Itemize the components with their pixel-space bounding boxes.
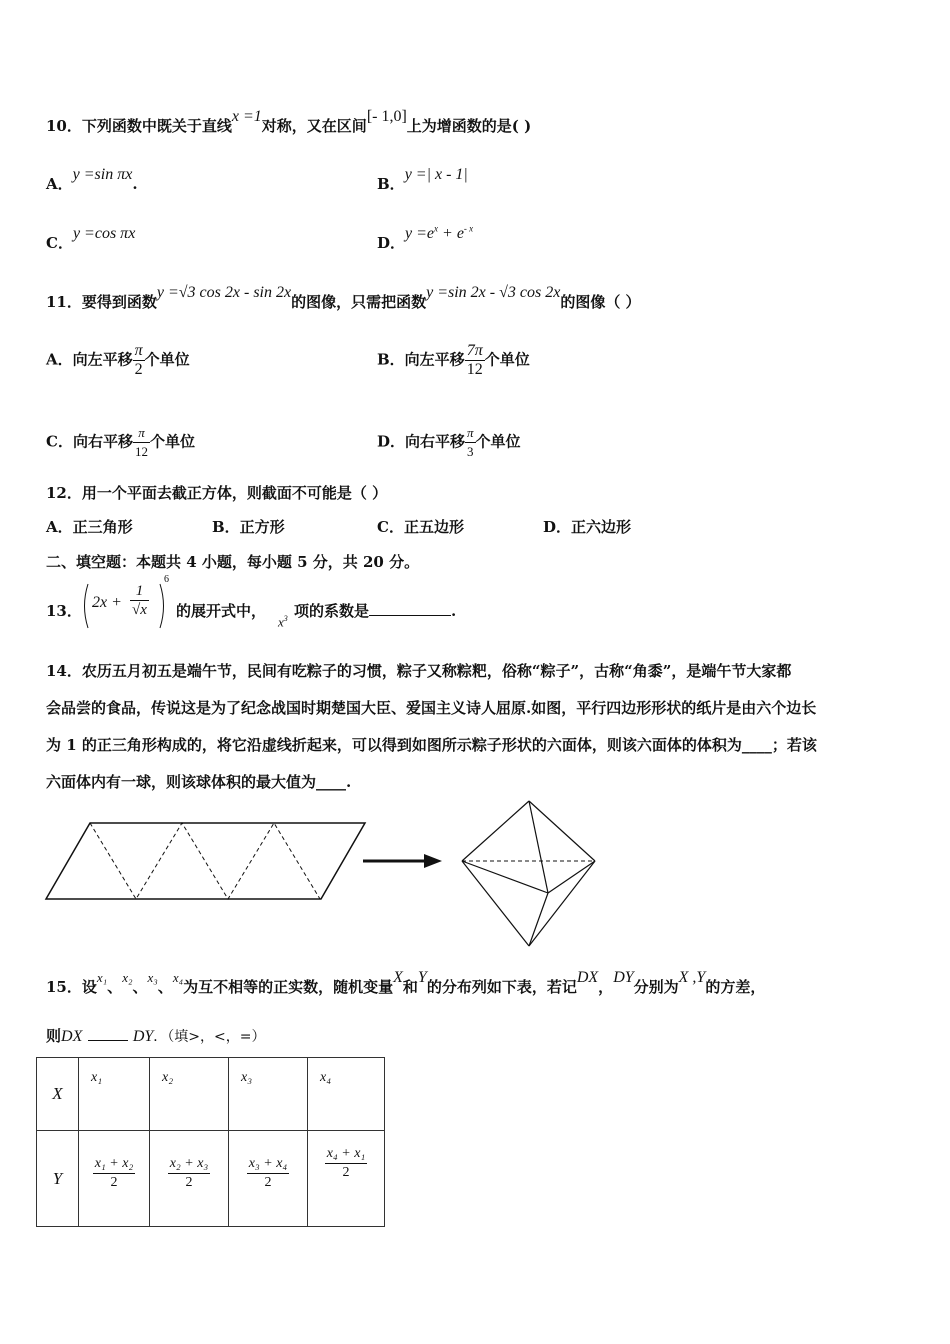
table-cell bbox=[150, 1058, 229, 1131]
q11-stem-text-b: 的图像，只需把函数 bbox=[291, 293, 427, 311]
q10-interval: [- 1,0] bbox=[366, 108, 407, 125]
q13-term bbox=[278, 614, 288, 630]
distribution-table bbox=[36, 1057, 385, 1227]
var-DY: DY bbox=[132, 1028, 154, 1045]
shift-fraction bbox=[465, 424, 476, 461]
frac-num: π bbox=[465, 424, 476, 443]
fold-lines bbox=[90, 823, 320, 899]
var-XY: X ,Y bbox=[678, 969, 706, 986]
row-head-x: X bbox=[37, 1058, 79, 1131]
q15-fill-hint: ．（填>，<，=） bbox=[153, 1029, 266, 1045]
q11-option-c bbox=[46, 424, 195, 461]
table-cell bbox=[229, 1058, 308, 1131]
y-fraction bbox=[247, 1155, 290, 1192]
frac-num: x₁ + x₂ bbox=[93, 1155, 136, 1174]
q13-mid-text: 的展开式中， bbox=[176, 602, 267, 620]
frac-den: 2 bbox=[185, 1175, 193, 1190]
q10-stem-text-a: 10．下列函数中既关于直线 bbox=[46, 117, 232, 135]
frac-num: π bbox=[133, 424, 150, 443]
edge bbox=[529, 893, 548, 946]
q15-line-2 bbox=[46, 1025, 265, 1046]
q13-expression bbox=[80, 574, 170, 636]
frac-den: 2 bbox=[264, 1175, 272, 1190]
q13-tail bbox=[294, 600, 456, 621]
table-cell bbox=[229, 1131, 308, 1227]
parallelogram-outline bbox=[46, 823, 365, 899]
q11-stem-text-a: 11．要得到函数 bbox=[46, 293, 157, 311]
y-fraction bbox=[168, 1155, 211, 1192]
q13-end: . bbox=[451, 602, 457, 620]
var-x3: x₃ bbox=[147, 970, 158, 985]
table-row-x bbox=[37, 1058, 385, 1131]
y-fraction bbox=[93, 1155, 136, 1192]
option-unit: 个单位 bbox=[475, 432, 521, 451]
comma: ， bbox=[598, 978, 614, 996]
option-label: D．向右平移 bbox=[377, 432, 466, 451]
answer-blank[interactable] bbox=[88, 1026, 128, 1041]
option-label: B． bbox=[377, 175, 405, 193]
x-value: x₃ bbox=[241, 1070, 253, 1085]
q11-option-a bbox=[46, 342, 190, 379]
q14-line-2: 会品尝的食品，传说这是为了纪念战国时期楚国大臣、爱国主义诗人屈原.如图，平行四边形形状的纸片是由六个边长 bbox=[46, 699, 817, 717]
x-value: x₂ bbox=[162, 1070, 174, 1085]
var-DY: DY bbox=[613, 969, 634, 986]
var-x2: x₂ bbox=[122, 970, 133, 985]
edge bbox=[529, 801, 595, 861]
q11-target-function: y =√3 cos 2x - sin 2x bbox=[156, 284, 292, 301]
var-x4: x₄ bbox=[172, 970, 184, 985]
edge bbox=[529, 861, 595, 946]
q11-source-function: y =sin 2x - √3 cos 2x bbox=[426, 284, 561, 301]
option-label: C．向右平移 bbox=[46, 432, 133, 451]
q13-tail-text: 项的系数是 bbox=[294, 602, 370, 620]
option-label: A．向左平移 bbox=[46, 350, 133, 369]
frac-den: 2 bbox=[110, 1175, 118, 1190]
q15-stem-text-e: 的方差， bbox=[705, 978, 766, 996]
right-paren bbox=[160, 584, 164, 628]
edge bbox=[548, 861, 595, 893]
var-x1: x₁ bbox=[96, 970, 108, 985]
frac-den: 2 bbox=[342, 1165, 350, 1180]
frac-den: √x bbox=[132, 602, 147, 618]
option-label: C． bbox=[46, 234, 73, 252]
frac-num: 1 bbox=[130, 582, 149, 601]
frac-den: 3 bbox=[467, 444, 474, 459]
row-head-y: Y bbox=[37, 1131, 79, 1227]
var-DX: DX bbox=[576, 969, 599, 986]
frac-num: 7π bbox=[466, 342, 483, 359]
term-base: x bbox=[278, 614, 284, 630]
separator: 、 bbox=[132, 978, 148, 996]
x-value: x₄ bbox=[320, 1070, 332, 1085]
frac-den: 12 bbox=[134, 444, 148, 459]
q15-stem-text-a: 15．设 bbox=[46, 978, 97, 996]
q12-option-a: A．正三角形 bbox=[46, 518, 133, 536]
q13-inner-fraction bbox=[130, 582, 149, 619]
frac-num: x₃ + x₄ bbox=[247, 1155, 290, 1174]
table-row-y bbox=[37, 1131, 385, 1227]
y-fraction bbox=[325, 1145, 368, 1182]
q15-stem-text-b: 为互不相等的正实数，随机变量 bbox=[183, 978, 394, 996]
q10-option-b bbox=[377, 166, 468, 194]
left-paren bbox=[85, 584, 89, 628]
q15-stem bbox=[46, 969, 766, 997]
q15-stem-text-c: 的分布列如下表，若记 bbox=[426, 978, 577, 996]
q15-stem-text-d: 分别为 bbox=[633, 978, 679, 996]
q14-line-4: 六面体内有一球，则该球体积的最大值为____. bbox=[46, 773, 352, 791]
section-heading: 二、填空题：本题共 4 小题，每小题 5 分，共 20 分。 bbox=[46, 553, 420, 571]
q10-stem bbox=[46, 108, 532, 136]
x-value: x₁ bbox=[91, 1070, 103, 1085]
expr-sup: - x bbox=[463, 223, 474, 234]
arrow-head bbox=[424, 854, 442, 868]
q10-option-c-expr: y =cos πx bbox=[72, 225, 136, 242]
expr-sup: x bbox=[434, 223, 439, 234]
parallelogram-net bbox=[46, 823, 365, 899]
var-Y: Y bbox=[417, 969, 427, 986]
hexahedron bbox=[462, 801, 595, 946]
separator: 、 bbox=[157, 978, 173, 996]
table-cell bbox=[79, 1131, 150, 1227]
table-cell bbox=[79, 1058, 150, 1131]
expr-base: y =e bbox=[405, 225, 435, 242]
edge bbox=[462, 801, 529, 861]
shift-fraction bbox=[133, 424, 150, 461]
q10-option-b-expr: y =| x - 1| bbox=[404, 166, 468, 183]
frac-den: 12 bbox=[466, 361, 483, 378]
var-X: X bbox=[393, 969, 403, 986]
option-label: A． bbox=[46, 175, 73, 193]
q10-option-d bbox=[377, 223, 474, 253]
table-cell bbox=[308, 1058, 385, 1131]
frac-num: π bbox=[134, 342, 143, 359]
shift-fraction bbox=[465, 342, 485, 379]
q12-option-c: C．正五边形 bbox=[377, 518, 464, 536]
fold-arrow bbox=[363, 854, 442, 868]
q14-line-1: 14．农历五月初五是端午节，民间有吃粽子的习惯，粽子又称粽粑，俗称“粽子”，古称“角黍”，是端午节大家都 bbox=[46, 662, 792, 680]
q14-line-3: 为 1 的正三角形构成的，将它沿虚线折起来，可以得到如图所示粽子形状的六面体，则该六面体的体积为____；若该 bbox=[46, 736, 817, 754]
q11-stem bbox=[46, 284, 641, 312]
separator: 、 bbox=[107, 978, 123, 996]
option-label: D． bbox=[377, 234, 406, 252]
term-power: 3 bbox=[283, 614, 288, 623]
frac-den: 2 bbox=[134, 361, 143, 378]
q10-option-c bbox=[46, 225, 136, 253]
and-text: 和 bbox=[402, 978, 418, 996]
option-unit: 个单位 bbox=[144, 350, 190, 369]
q11-option-b bbox=[377, 342, 530, 379]
q10-symmetry-line: x =1 bbox=[231, 108, 262, 125]
option-tail: . bbox=[132, 175, 138, 193]
q15-line2-prefix: 则 bbox=[46, 1027, 62, 1045]
frac-num: x₂ + x₃ bbox=[168, 1155, 211, 1174]
option-unit: 个单位 bbox=[484, 350, 530, 369]
option-unit: 个单位 bbox=[149, 432, 195, 451]
q12-stem: 12．用一个平面去截正方体，则截面不可能是（ ） bbox=[46, 484, 388, 502]
table-cell bbox=[308, 1131, 385, 1227]
q11-option-d bbox=[377, 424, 521, 461]
q14-figure bbox=[40, 798, 610, 953]
var-DX: DX bbox=[61, 1028, 83, 1045]
frac-num: x₄ + x₁ bbox=[325, 1145, 368, 1164]
q10-option-a bbox=[46, 166, 138, 194]
option-label: B．向左平移 bbox=[377, 350, 465, 369]
q13-power: 6 bbox=[164, 574, 169, 585]
q13-label: 13． bbox=[46, 602, 82, 620]
q10-stem-text-b: 对称，又在区间 bbox=[261, 117, 367, 135]
edge bbox=[529, 801, 548, 893]
table-cell bbox=[150, 1131, 229, 1227]
answer-blank[interactable] bbox=[369, 601, 451, 616]
q11-stem-text-c: 的图像（ ） bbox=[560, 293, 641, 311]
expr-mid: + e bbox=[438, 225, 464, 242]
q10-stem-text-c: 上为增函数的是( ) bbox=[406, 117, 532, 135]
q10-option-a-expr: y =sin πx bbox=[72, 166, 133, 183]
q10-option-d-expr bbox=[405, 225, 473, 242]
shift-fraction bbox=[133, 342, 145, 379]
q13-expr-base: 2x + bbox=[92, 594, 122, 611]
q12-option-b: B．正方形 bbox=[212, 518, 285, 536]
q12-option-d: D．正六边形 bbox=[543, 518, 632, 536]
